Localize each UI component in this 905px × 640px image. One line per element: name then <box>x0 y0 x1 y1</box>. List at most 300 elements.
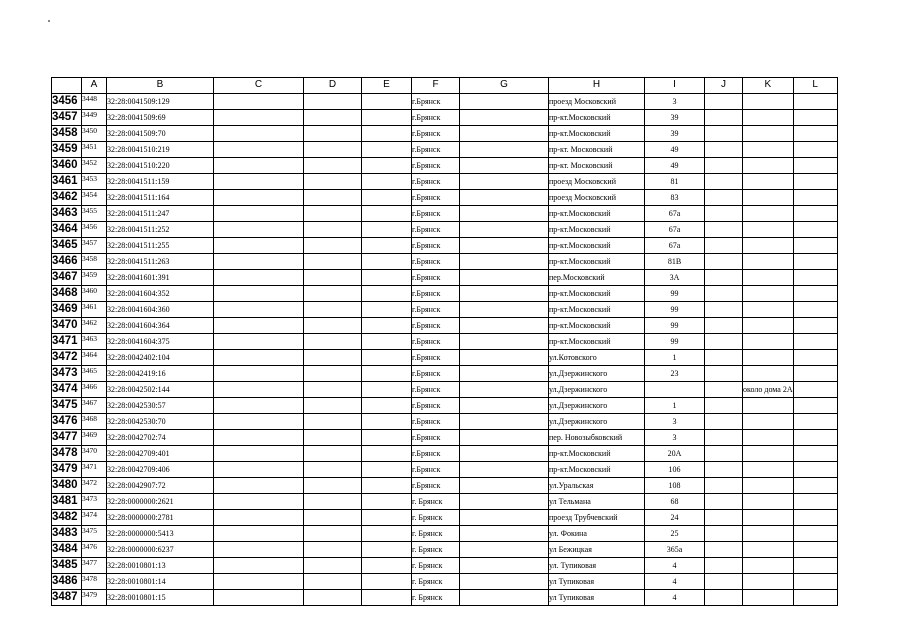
cell-l[interactable] <box>793 125 837 141</box>
cell-l[interactable] <box>793 589 837 605</box>
cell-j[interactable] <box>705 333 743 349</box>
cell-a[interactable]: 3464 <box>82 349 107 365</box>
cell-f[interactable]: г. Брянск <box>412 525 460 541</box>
cell-c[interactable] <box>214 189 304 205</box>
cell-g[interactable] <box>460 93 549 109</box>
cell-j[interactable] <box>705 237 743 253</box>
cell-c[interactable] <box>214 429 304 445</box>
cell-g[interactable] <box>460 141 549 157</box>
cell-g[interactable] <box>460 397 549 413</box>
cell-j[interactable] <box>705 477 743 493</box>
cell-d[interactable] <box>304 509 362 525</box>
cell-f[interactable]: г.Брянск <box>412 477 460 493</box>
cell-l[interactable] <box>793 381 837 397</box>
cell-g[interactable] <box>460 189 549 205</box>
cell-h[interactable]: пр-кт.Московский <box>549 109 645 125</box>
cell-b[interactable]: 32:28:0041509:70 <box>107 125 214 141</box>
cell-d[interactable] <box>304 317 362 333</box>
cell-a[interactable]: 3458 <box>82 253 107 269</box>
cell-i[interactable]: 3 <box>645 413 705 429</box>
cell-e[interactable] <box>362 205 412 221</box>
cell-f[interactable]: г.Брянск <box>412 157 460 173</box>
cell-b[interactable]: 32:28:0042702:74 <box>107 429 214 445</box>
cell-d[interactable] <box>304 253 362 269</box>
cell-d[interactable] <box>304 413 362 429</box>
cell-l[interactable] <box>793 301 837 317</box>
cell-d[interactable] <box>304 573 362 589</box>
cell-j[interactable] <box>705 93 743 109</box>
column-header-i[interactable]: I <box>645 78 705 94</box>
column-header-e[interactable]: E <box>362 78 412 94</box>
cell-h[interactable]: пр-кт.Московский <box>549 285 645 301</box>
cell-f[interactable]: г. Брянск <box>412 509 460 525</box>
cell-k[interactable] <box>743 269 794 285</box>
cell-h[interactable]: проезд Трубчевский <box>549 509 645 525</box>
cell-a[interactable]: 3461 <box>82 301 107 317</box>
row-number-cell[interactable]: 3474 <box>52 381 82 397</box>
cell-j[interactable] <box>705 125 743 141</box>
cell-i[interactable]: 67а <box>645 221 705 237</box>
row-number-cell[interactable]: 3461 <box>52 173 82 189</box>
cell-b[interactable]: 32:28:0000000:6237 <box>107 541 214 557</box>
cell-e[interactable] <box>362 365 412 381</box>
cell-b[interactable]: 32:28:0042530:57 <box>107 397 214 413</box>
cell-k[interactable] <box>743 285 794 301</box>
cell-h[interactable]: ул.Дзержинского <box>549 381 645 397</box>
row-number-cell[interactable]: 3477 <box>52 429 82 445</box>
cell-j[interactable] <box>705 557 743 573</box>
column-header-f[interactable]: F <box>412 78 460 94</box>
cell-b[interactable]: 32:28:0010801:15 <box>107 589 214 605</box>
cell-h[interactable]: пр-кт.Московский <box>549 125 645 141</box>
cell-f[interactable]: г. Брянск <box>412 557 460 573</box>
cell-j[interactable] <box>705 157 743 173</box>
cell-e[interactable] <box>362 189 412 205</box>
cell-e[interactable] <box>362 477 412 493</box>
cell-h[interactable]: пр-кт.Московский <box>549 237 645 253</box>
cell-d[interactable] <box>304 541 362 557</box>
cell-b[interactable]: 32:28:0042709:401 <box>107 445 214 461</box>
cell-k[interactable] <box>743 413 794 429</box>
cell-i[interactable]: 4 <box>645 557 705 573</box>
row-number-cell[interactable]: 3475 <box>52 397 82 413</box>
cell-c[interactable] <box>214 541 304 557</box>
cell-e[interactable] <box>362 541 412 557</box>
row-number-cell[interactable]: 3482 <box>52 509 82 525</box>
cell-g[interactable] <box>460 269 549 285</box>
cell-d[interactable] <box>304 125 362 141</box>
cell-l[interactable] <box>793 141 837 157</box>
cell-d[interactable] <box>304 349 362 365</box>
cell-h[interactable]: ул.Уральская <box>549 477 645 493</box>
cell-a[interactable]: 3474 <box>82 509 107 525</box>
cell-j[interactable] <box>705 509 743 525</box>
cell-c[interactable] <box>214 317 304 333</box>
cell-f[interactable]: г.Брянск <box>412 317 460 333</box>
cell-i[interactable]: 81 <box>645 173 705 189</box>
cell-g[interactable] <box>460 381 549 397</box>
cell-f[interactable]: г.Брянск <box>412 221 460 237</box>
cell-a[interactable]: 3465 <box>82 365 107 381</box>
cell-a[interactable]: 3454 <box>82 189 107 205</box>
cell-l[interactable] <box>793 189 837 205</box>
cell-j[interactable] <box>705 141 743 157</box>
cell-d[interactable] <box>304 109 362 125</box>
column-header-c[interactable]: C <box>214 78 304 94</box>
cell-k[interactable] <box>743 189 794 205</box>
cell-d[interactable] <box>304 173 362 189</box>
cell-j[interactable] <box>705 541 743 557</box>
cell-j[interactable] <box>705 461 743 477</box>
cell-d[interactable] <box>304 365 362 381</box>
cell-b[interactable]: 32:28:0041509:129 <box>107 93 214 109</box>
cell-d[interactable] <box>304 381 362 397</box>
cell-i[interactable]: 68 <box>645 493 705 509</box>
row-number-cell[interactable]: 3460 <box>52 157 82 173</box>
cell-i[interactable]: 1 <box>645 349 705 365</box>
cell-k[interactable] <box>743 157 794 173</box>
row-number-cell[interactable]: 3458 <box>52 125 82 141</box>
cell-d[interactable] <box>304 477 362 493</box>
cell-k[interactable] <box>743 429 794 445</box>
row-number-cell[interactable]: 3476 <box>52 413 82 429</box>
column-header-l[interactable]: L <box>793 78 837 94</box>
cell-l[interactable] <box>793 445 837 461</box>
cell-k[interactable] <box>743 589 794 605</box>
cell-a[interactable]: 3460 <box>82 285 107 301</box>
cell-a[interactable]: 3459 <box>82 269 107 285</box>
cell-i[interactable]: 25 <box>645 525 705 541</box>
cell-c[interactable] <box>214 205 304 221</box>
cell-j[interactable] <box>705 269 743 285</box>
cell-e[interactable] <box>362 445 412 461</box>
cell-k[interactable] <box>743 541 794 557</box>
cell-d[interactable] <box>304 205 362 221</box>
cell-b[interactable]: 32:28:0041511:159 <box>107 173 214 189</box>
cell-a[interactable]: 3448 <box>82 93 107 109</box>
cell-b[interactable]: 32:28:0000000:5413 <box>107 525 214 541</box>
column-header-k[interactable]: K <box>743 78 794 94</box>
cell-k[interactable] <box>743 141 794 157</box>
cell-g[interactable] <box>460 173 549 189</box>
cell-f[interactable]: г.Брянск <box>412 285 460 301</box>
cell-h[interactable]: ул Тупиковая <box>549 589 645 605</box>
cell-b[interactable]: 32:28:0041511:252 <box>107 221 214 237</box>
cell-f[interactable]: г.Брянск <box>412 237 460 253</box>
cell-e[interactable] <box>362 573 412 589</box>
cell-k[interactable]: около дома 2А <box>743 381 794 397</box>
cell-f[interactable]: г.Брянск <box>412 461 460 477</box>
row-number-cell[interactable]: 3481 <box>52 493 82 509</box>
cell-d[interactable] <box>304 493 362 509</box>
cell-h[interactable]: пр-кт. Московский <box>549 157 645 173</box>
cell-e[interactable] <box>362 237 412 253</box>
cell-f[interactable]: г.Брянск <box>412 141 460 157</box>
row-number-cell[interactable]: 3463 <box>52 205 82 221</box>
cell-b[interactable]: 32:28:0042709:406 <box>107 461 214 477</box>
cell-b[interactable]: 32:28:0041510:219 <box>107 141 214 157</box>
cell-j[interactable] <box>705 109 743 125</box>
cell-f[interactable]: г.Брянск <box>412 429 460 445</box>
cell-k[interactable] <box>743 205 794 221</box>
cell-c[interactable] <box>214 109 304 125</box>
cell-c[interactable] <box>214 589 304 605</box>
cell-j[interactable] <box>705 397 743 413</box>
cell-b[interactable]: 32:28:0041604:360 <box>107 301 214 317</box>
cell-h[interactable]: ул.Дзержинского <box>549 397 645 413</box>
cell-j[interactable] <box>705 365 743 381</box>
row-number-cell[interactable]: 3483 <box>52 525 82 541</box>
cell-g[interactable] <box>460 285 549 301</box>
cell-c[interactable] <box>214 381 304 397</box>
cell-c[interactable] <box>214 445 304 461</box>
cell-j[interactable] <box>705 413 743 429</box>
cell-e[interactable] <box>362 157 412 173</box>
cell-i[interactable]: 99 <box>645 285 705 301</box>
cell-d[interactable] <box>304 525 362 541</box>
cell-j[interactable] <box>705 189 743 205</box>
cell-b[interactable]: 32:28:0042530:70 <box>107 413 214 429</box>
cell-c[interactable] <box>214 141 304 157</box>
cell-a[interactable]: 3475 <box>82 525 107 541</box>
row-number-cell[interactable]: 3468 <box>52 285 82 301</box>
cell-i[interactable]: 4 <box>645 589 705 605</box>
cell-f[interactable]: г.Брянск <box>412 365 460 381</box>
row-number-cell[interactable]: 3480 <box>52 477 82 493</box>
cell-i[interactable]: 99 <box>645 333 705 349</box>
cell-d[interactable] <box>304 445 362 461</box>
cell-k[interactable] <box>743 397 794 413</box>
cell-g[interactable] <box>460 413 549 429</box>
cell-e[interactable] <box>362 301 412 317</box>
cell-a[interactable]: 3463 <box>82 333 107 349</box>
corner-cell[interactable] <box>52 78 82 94</box>
cell-l[interactable] <box>793 205 837 221</box>
cell-g[interactable] <box>460 221 549 237</box>
cell-b[interactable]: 32:28:0042419:16 <box>107 365 214 381</box>
row-number-cell[interactable]: 3487 <box>52 589 82 605</box>
cell-h[interactable]: ул Бежицкая <box>549 541 645 557</box>
cell-j[interactable] <box>705 381 743 397</box>
cell-d[interactable] <box>304 141 362 157</box>
cell-i[interactable]: 1 <box>645 397 705 413</box>
cell-g[interactable] <box>460 429 549 445</box>
cell-b[interactable]: 32:28:0041604:352 <box>107 285 214 301</box>
cell-l[interactable] <box>793 429 837 445</box>
cell-g[interactable] <box>460 157 549 173</box>
cell-i[interactable]: 4 <box>645 573 705 589</box>
cell-c[interactable] <box>214 557 304 573</box>
row-number-cell[interactable]: 3467 <box>52 269 82 285</box>
cell-h[interactable]: ул.Котовского <box>549 349 645 365</box>
cell-h[interactable]: проезд Московский <box>549 93 645 109</box>
row-number-cell[interactable]: 3470 <box>52 317 82 333</box>
cell-i[interactable]: 3 <box>645 429 705 445</box>
cell-d[interactable] <box>304 589 362 605</box>
cell-h[interactable]: ул Тельмана <box>549 493 645 509</box>
cell-i[interactable]: 3 <box>645 93 705 109</box>
cell-j[interactable] <box>705 349 743 365</box>
cell-c[interactable] <box>214 253 304 269</box>
cell-d[interactable] <box>304 397 362 413</box>
cell-h[interactable]: пр-кт.Московский <box>549 461 645 477</box>
cell-l[interactable] <box>793 269 837 285</box>
cell-h[interactable]: пр-кт.Московский <box>549 301 645 317</box>
cell-g[interactable] <box>460 477 549 493</box>
cell-h[interactable]: пр-кт.Московский <box>549 205 645 221</box>
cell-c[interactable] <box>214 573 304 589</box>
cell-k[interactable] <box>743 445 794 461</box>
cell-b[interactable]: 32:28:0042402:104 <box>107 349 214 365</box>
cell-i[interactable]: 83 <box>645 189 705 205</box>
cell-k[interactable] <box>743 349 794 365</box>
cell-a[interactable]: 3479 <box>82 589 107 605</box>
cell-g[interactable] <box>460 557 549 573</box>
cell-k[interactable] <box>743 493 794 509</box>
cell-e[interactable] <box>362 317 412 333</box>
cell-e[interactable] <box>362 125 412 141</box>
cell-a[interactable]: 3452 <box>82 157 107 173</box>
cell-j[interactable] <box>705 493 743 509</box>
cell-g[interactable] <box>460 125 549 141</box>
cell-l[interactable] <box>793 397 837 413</box>
cell-l[interactable] <box>793 157 837 173</box>
row-number-cell[interactable]: 3457 <box>52 109 82 125</box>
cell-e[interactable] <box>362 397 412 413</box>
cell-k[interactable] <box>743 509 794 525</box>
cell-e[interactable] <box>362 349 412 365</box>
cell-h[interactable]: пр-кт.Московский <box>549 221 645 237</box>
cell-f[interactable]: г.Брянск <box>412 205 460 221</box>
row-number-cell[interactable]: 3485 <box>52 557 82 573</box>
cell-b[interactable]: 32:28:0041511:255 <box>107 237 214 253</box>
cell-g[interactable] <box>460 589 549 605</box>
cell-e[interactable] <box>362 109 412 125</box>
cell-f[interactable]: г.Брянск <box>412 333 460 349</box>
cell-d[interactable] <box>304 285 362 301</box>
cell-l[interactable] <box>793 221 837 237</box>
cell-d[interactable] <box>304 157 362 173</box>
cell-h[interactable]: пер.Московский <box>549 269 645 285</box>
cell-h[interactable]: пер. Новозыбковский <box>549 429 645 445</box>
cell-e[interactable] <box>362 413 412 429</box>
cell-g[interactable] <box>460 349 549 365</box>
cell-i[interactable]: 67а <box>645 205 705 221</box>
cell-b[interactable]: 32:28:0010801:13 <box>107 557 214 573</box>
column-header-h[interactable]: H <box>549 78 645 94</box>
cell-b[interactable]: 32:28:0041509:69 <box>107 109 214 125</box>
cell-e[interactable] <box>362 429 412 445</box>
cell-c[interactable] <box>214 93 304 109</box>
cell-e[interactable] <box>362 253 412 269</box>
cell-b[interactable]: 32:28:0041511:247 <box>107 205 214 221</box>
cell-j[interactable] <box>705 573 743 589</box>
row-number-cell[interactable]: 3473 <box>52 365 82 381</box>
cell-d[interactable] <box>304 237 362 253</box>
cell-a[interactable]: 3478 <box>82 573 107 589</box>
cell-j[interactable] <box>705 221 743 237</box>
cell-j[interactable] <box>705 429 743 445</box>
cell-e[interactable] <box>362 509 412 525</box>
cell-k[interactable] <box>743 173 794 189</box>
cell-a[interactable]: 3456 <box>82 221 107 237</box>
cell-f[interactable]: г.Брянск <box>412 269 460 285</box>
cell-c[interactable] <box>214 349 304 365</box>
cell-d[interactable] <box>304 461 362 477</box>
row-number-cell[interactable]: 3471 <box>52 333 82 349</box>
cell-b[interactable]: 32:28:0000000:2621 <box>107 493 214 509</box>
cell-d[interactable] <box>304 301 362 317</box>
cell-a[interactable]: 3466 <box>82 381 107 397</box>
cell-f[interactable]: г.Брянск <box>412 413 460 429</box>
cell-c[interactable] <box>214 269 304 285</box>
column-header-b[interactable]: B <box>107 78 214 94</box>
cell-b[interactable]: 32:28:0041511:164 <box>107 189 214 205</box>
cell-e[interactable] <box>362 557 412 573</box>
cell-g[interactable] <box>460 205 549 221</box>
cell-a[interactable]: 3451 <box>82 141 107 157</box>
cell-d[interactable] <box>304 269 362 285</box>
cell-e[interactable] <box>362 381 412 397</box>
cell-c[interactable] <box>214 365 304 381</box>
row-number-cell[interactable]: 3465 <box>52 237 82 253</box>
cell-l[interactable] <box>793 109 837 125</box>
cell-k[interactable] <box>743 221 794 237</box>
cell-k[interactable] <box>743 333 794 349</box>
cell-a[interactable]: 3469 <box>82 429 107 445</box>
cell-b[interactable]: 32:28:0000000:2781 <box>107 509 214 525</box>
cell-d[interactable] <box>304 557 362 573</box>
cell-j[interactable] <box>705 317 743 333</box>
cell-e[interactable] <box>362 285 412 301</box>
row-number-cell[interactable]: 3472 <box>52 349 82 365</box>
cell-a[interactable]: 3476 <box>82 541 107 557</box>
cell-h[interactable]: пр-кт. Московский <box>549 141 645 157</box>
cell-l[interactable] <box>793 317 837 333</box>
cell-i[interactable]: 106 <box>645 461 705 477</box>
cell-h[interactable]: ул. Фокина <box>549 525 645 541</box>
cell-g[interactable] <box>460 237 549 253</box>
cell-d[interactable] <box>304 429 362 445</box>
cell-g[interactable] <box>460 333 549 349</box>
cell-f[interactable]: г.Брянск <box>412 125 460 141</box>
column-header-a[interactable]: A <box>82 78 107 94</box>
cell-k[interactable] <box>743 525 794 541</box>
cell-l[interactable] <box>793 365 837 381</box>
cell-d[interactable] <box>304 221 362 237</box>
cell-c[interactable] <box>214 509 304 525</box>
cell-b[interactable]: 32:28:0041601:391 <box>107 269 214 285</box>
row-number-cell[interactable]: 3484 <box>52 541 82 557</box>
row-number-cell[interactable]: 3466 <box>52 253 82 269</box>
cell-k[interactable] <box>743 573 794 589</box>
cell-c[interactable] <box>214 285 304 301</box>
cell-c[interactable] <box>214 525 304 541</box>
cell-i[interactable]: 108 <box>645 477 705 493</box>
cell-l[interactable] <box>793 493 837 509</box>
cell-a[interactable]: 3450 <box>82 125 107 141</box>
cell-c[interactable] <box>214 301 304 317</box>
cell-l[interactable] <box>793 237 837 253</box>
cell-g[interactable] <box>460 493 549 509</box>
cell-h[interactable]: ул.Дзержинского <box>549 365 645 381</box>
cell-i[interactable]: 49 <box>645 157 705 173</box>
cell-i[interactable]: 39 <box>645 125 705 141</box>
cell-i[interactable]: 67а <box>645 237 705 253</box>
cell-g[interactable] <box>460 573 549 589</box>
cell-c[interactable] <box>214 413 304 429</box>
cell-b[interactable]: 32:28:0042907:72 <box>107 477 214 493</box>
